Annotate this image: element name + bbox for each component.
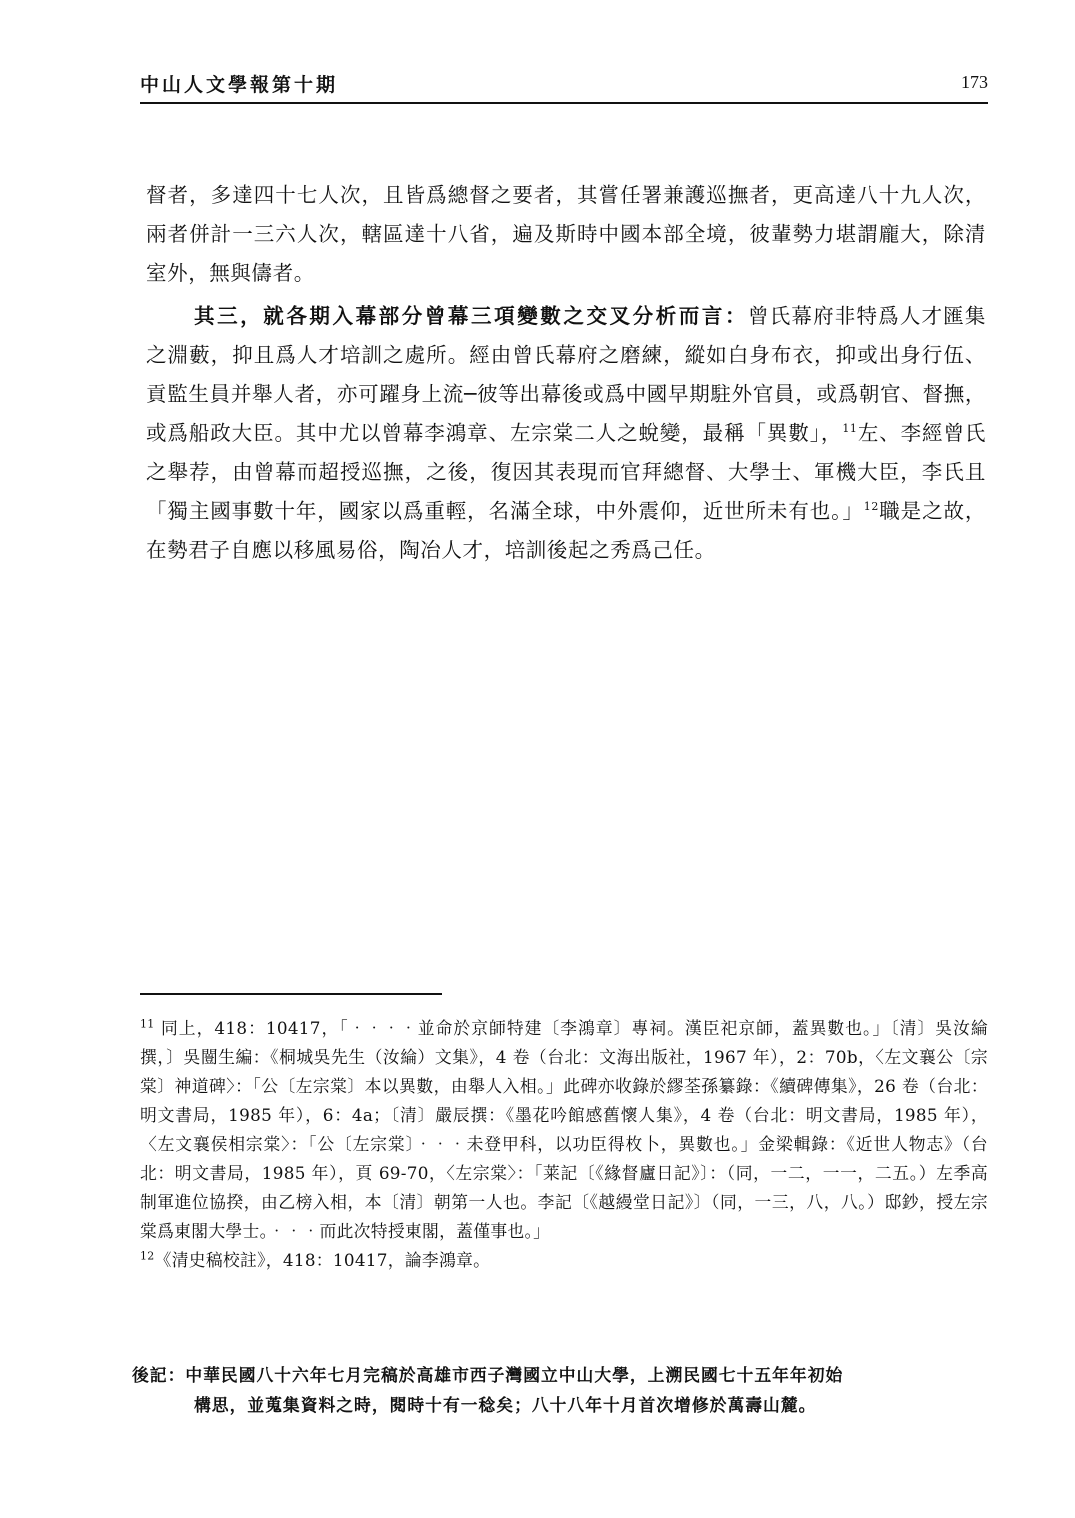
footnote-ref-11[interactable]: 11 bbox=[842, 422, 858, 436]
footnote-12 bbox=[140, 1246, 988, 1275]
footnote-mark-12: 12 bbox=[140, 1249, 155, 1263]
afterword-line-2: 構思，並蒐集資料之時，閱時十有一稔矣；八十八年十月首次增修於萬壽山麓。 bbox=[194, 1395, 817, 1415]
footnote-12-text: 《清史稿校註》，418：10417，論李鴻章。 bbox=[154, 1250, 491, 1270]
main-text bbox=[146, 176, 986, 570]
journal-title: 中山人文學報第十期 bbox=[140, 74, 339, 96]
footnotes bbox=[140, 1014, 988, 1275]
paragraph-1: 督者，多達四十七人次，且皆爲總督之要者，其嘗任署兼護巡撫者，更高達八十九人次，兩者併計一三六人次，轄區達十八省，遍及斯時中國本部全境，彼輩勢力堪謂龐大，除清室外，無與儔者。 bbox=[146, 183, 986, 285]
afterword-line-1: 後記：中華民國八十六年七月完稿於高雄市西子灣國立中山大學，上溯民國七十五年年初始 bbox=[132, 1365, 844, 1385]
page-number: 173 bbox=[961, 72, 988, 92]
footnote-11-text: 同上，418：10417，「‧‧‧‧並命於京師特建〔李鴻章〕專祠。漢臣祀京師，蓋異數也。」〔清〕吳汝綸撰，〕吳闓生編：《桐城吳先生（汝綸）文集》，4 卷（台北：文海出版社，1967 年），2：70b，〈左文襄公〔宗棠〕神道碑〉：「公〔左宗棠〕本以異數，由舉人入相。」此碑亦收錄於繆荃孫纂錄：《續碑傳集》，26 卷（台北：明文書局，1985 年），6：4a；〔清〕嚴辰撰：《墨花吟館感舊懷人集》，4 卷（台北：明文書局，1985 年），〈左文襄侯相宗棠〉：「公〔左宗棠〕‧‧‧未登甲科，以功臣得枚卜，異數也。」金梁輯錄：《近世人物志》（台北：明文書局，1985 年），頁 69-70，〈左宗棠〉：「莱記〔《緣督廬日記》〕：（同，一二，一一，二五。）左季高制軍進位協揆，由乙榜入相，本〔清〕朝第一人也。李記〔《越縵堂日記》〕（同，一三，八，八。）邸鈔，授左宗棠爲東閣大學士。‧‧‧而此次特授東閣，蓋僅事也。」 bbox=[140, 1018, 988, 1241]
footnote-11 bbox=[140, 1014, 988, 1246]
running-header bbox=[140, 62, 988, 104]
paragraph-2-part-b: 左、李經曾氏之舉荐，由曾幕而超授巡撫，之後，復因其表現而官拜總督、大學士、軍機大臣，李氏且「獨主國事數十年，國家以爲重輕，名滿全球，中外震仰，近世所未有也。」 bbox=[146, 421, 986, 523]
footnote-mark-11: 11 bbox=[140, 1017, 155, 1031]
paragraph-2-lead: 其三，就各期入幕部分曾幕三項變數之交叉分析而言： bbox=[194, 304, 749, 328]
footnote-ref-12[interactable]: 12 bbox=[863, 500, 879, 514]
afterword bbox=[132, 1360, 988, 1420]
footnote-divider bbox=[140, 993, 442, 995]
paragraph-2-part-a: 曾氏幕府非特爲人才匯集之淵藪，抑且爲人才培訓之處所。經由曾氏幕府之磨練，縱如白身布衣，抑或出身行伍、貢監生員并舉人者，亦可躍身上流─彼等出幕後或爲中國早期駐外官員，或爲朝官、督撫，或爲船政大臣。其中尤以曾幕李鴻章、左宗棠二人之蛻變，最稱「異數」， bbox=[146, 304, 986, 445]
paragraph-2 bbox=[146, 297, 986, 570]
paragraph-2-part-c: 職是之故，在勢君子自應以移風易俗，陶冶人才，培訓後起之秀爲己任。 bbox=[146, 499, 986, 562]
